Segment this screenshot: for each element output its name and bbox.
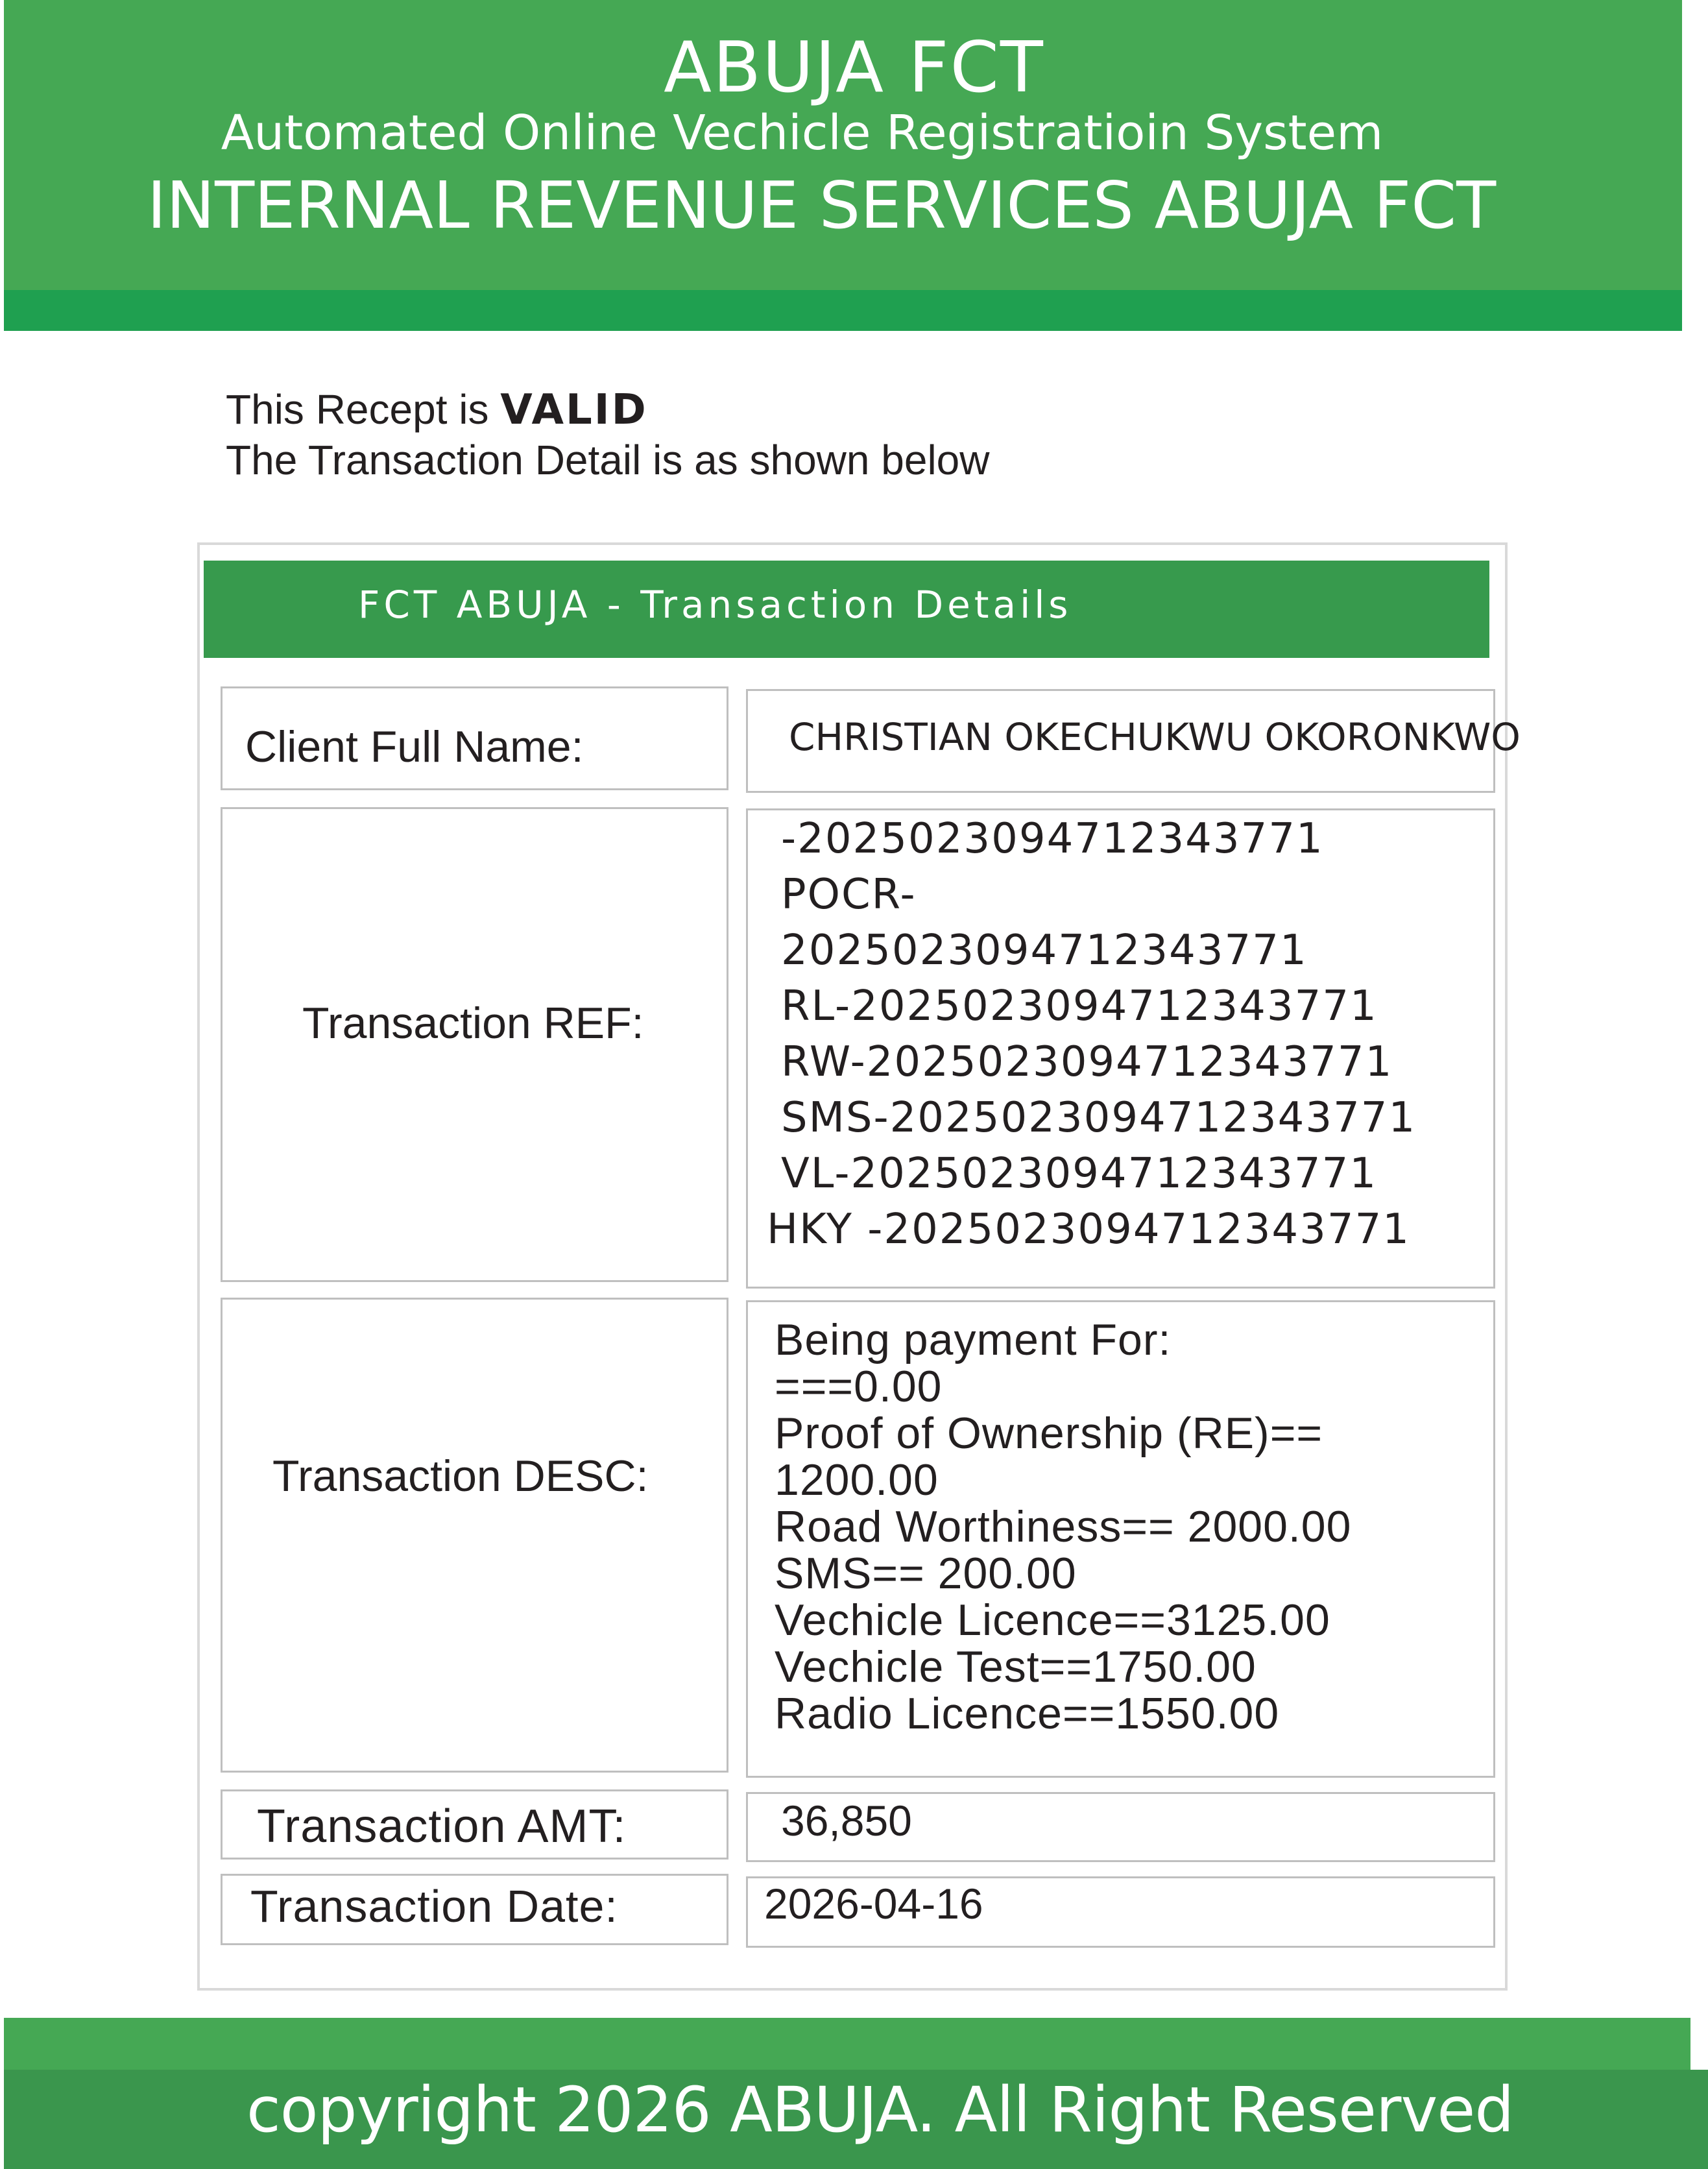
footer-stripe [4, 2018, 1690, 2070]
transaction-desc-label-cell [221, 1298, 728, 1773]
validity-message [226, 385, 648, 434]
transaction-desc-line: Proof of Ownership (RE)== [775, 1409, 1323, 1458]
header-subtitle: Automated Online Vechicle Registratioin System [221, 105, 1384, 161]
transaction-date-value: 2026-04-16 [764, 1880, 983, 1928]
transaction-ref-line: VL-2025023094712343771 [781, 1150, 1378, 1198]
transaction-ref-line: -2025023094712343771 [781, 815, 1324, 863]
transaction-amt-label: Transaction AMT: [257, 1800, 627, 1852]
transaction-ref-line: RL-2025023094712343771 [781, 982, 1378, 1030]
card-title: FCT ABUJA - Transaction Details [358, 583, 1072, 627]
transaction-ref-line: RW-2025023094712343771 [781, 1038, 1393, 1086]
transaction-ref-line: SMS-2025023094712343771 [781, 1094, 1417, 1142]
header-stripe [4, 290, 1682, 331]
transaction-ref-line: 2025023094712343771 [781, 927, 1308, 975]
transaction-desc-line: 1200.00 [775, 1455, 939, 1505]
transaction-ref-label: Transaction REF: [302, 999, 644, 1048]
transaction-desc-line: Vechicle Licence==3125.00 [775, 1595, 1330, 1645]
transaction-ref-line: HKY -2025023094712343771 [767, 1206, 1410, 1254]
transaction-desc-line: Being payment For: [775, 1315, 1172, 1364]
transaction-desc-label: Transaction DESC: [272, 1451, 649, 1501]
client-name-label: Client Full Name: [245, 722, 584, 771]
transaction-amt-value: 36,850 [781, 1797, 912, 1845]
transaction-ref-line: POCR- [781, 871, 917, 919]
transaction-desc-line: SMS== 200.00 [775, 1549, 1077, 1598]
header-title: ABUJA FCT [664, 27, 1044, 108]
transaction-desc-line: ===0.00 [775, 1362, 943, 1411]
client-name-value: CHRISTIAN OKECHUKWU OKORONKWO [789, 715, 1521, 759]
transaction-desc-line: Road Worthiness== 2000.00 [775, 1502, 1352, 1551]
footer-copyright: copyright 2026 ABUJA. All Right Reserved [247, 2074, 1514, 2146]
transaction-desc-line: Vechicle Test==1750.00 [775, 1642, 1257, 1691]
validity-prefix: This Recept is [226, 386, 501, 433]
header-organization: INTERNAL REVENUE SERVICES ABUJA FCT [147, 167, 1497, 243]
validity-status: VALID [500, 386, 648, 434]
detail-intro: The Transaction Detail is as shown below [226, 437, 990, 483]
transaction-desc-line: Radio Licence==1550.00 [775, 1689, 1280, 1738]
transaction-date-label: Transaction Date: [250, 1881, 618, 1932]
